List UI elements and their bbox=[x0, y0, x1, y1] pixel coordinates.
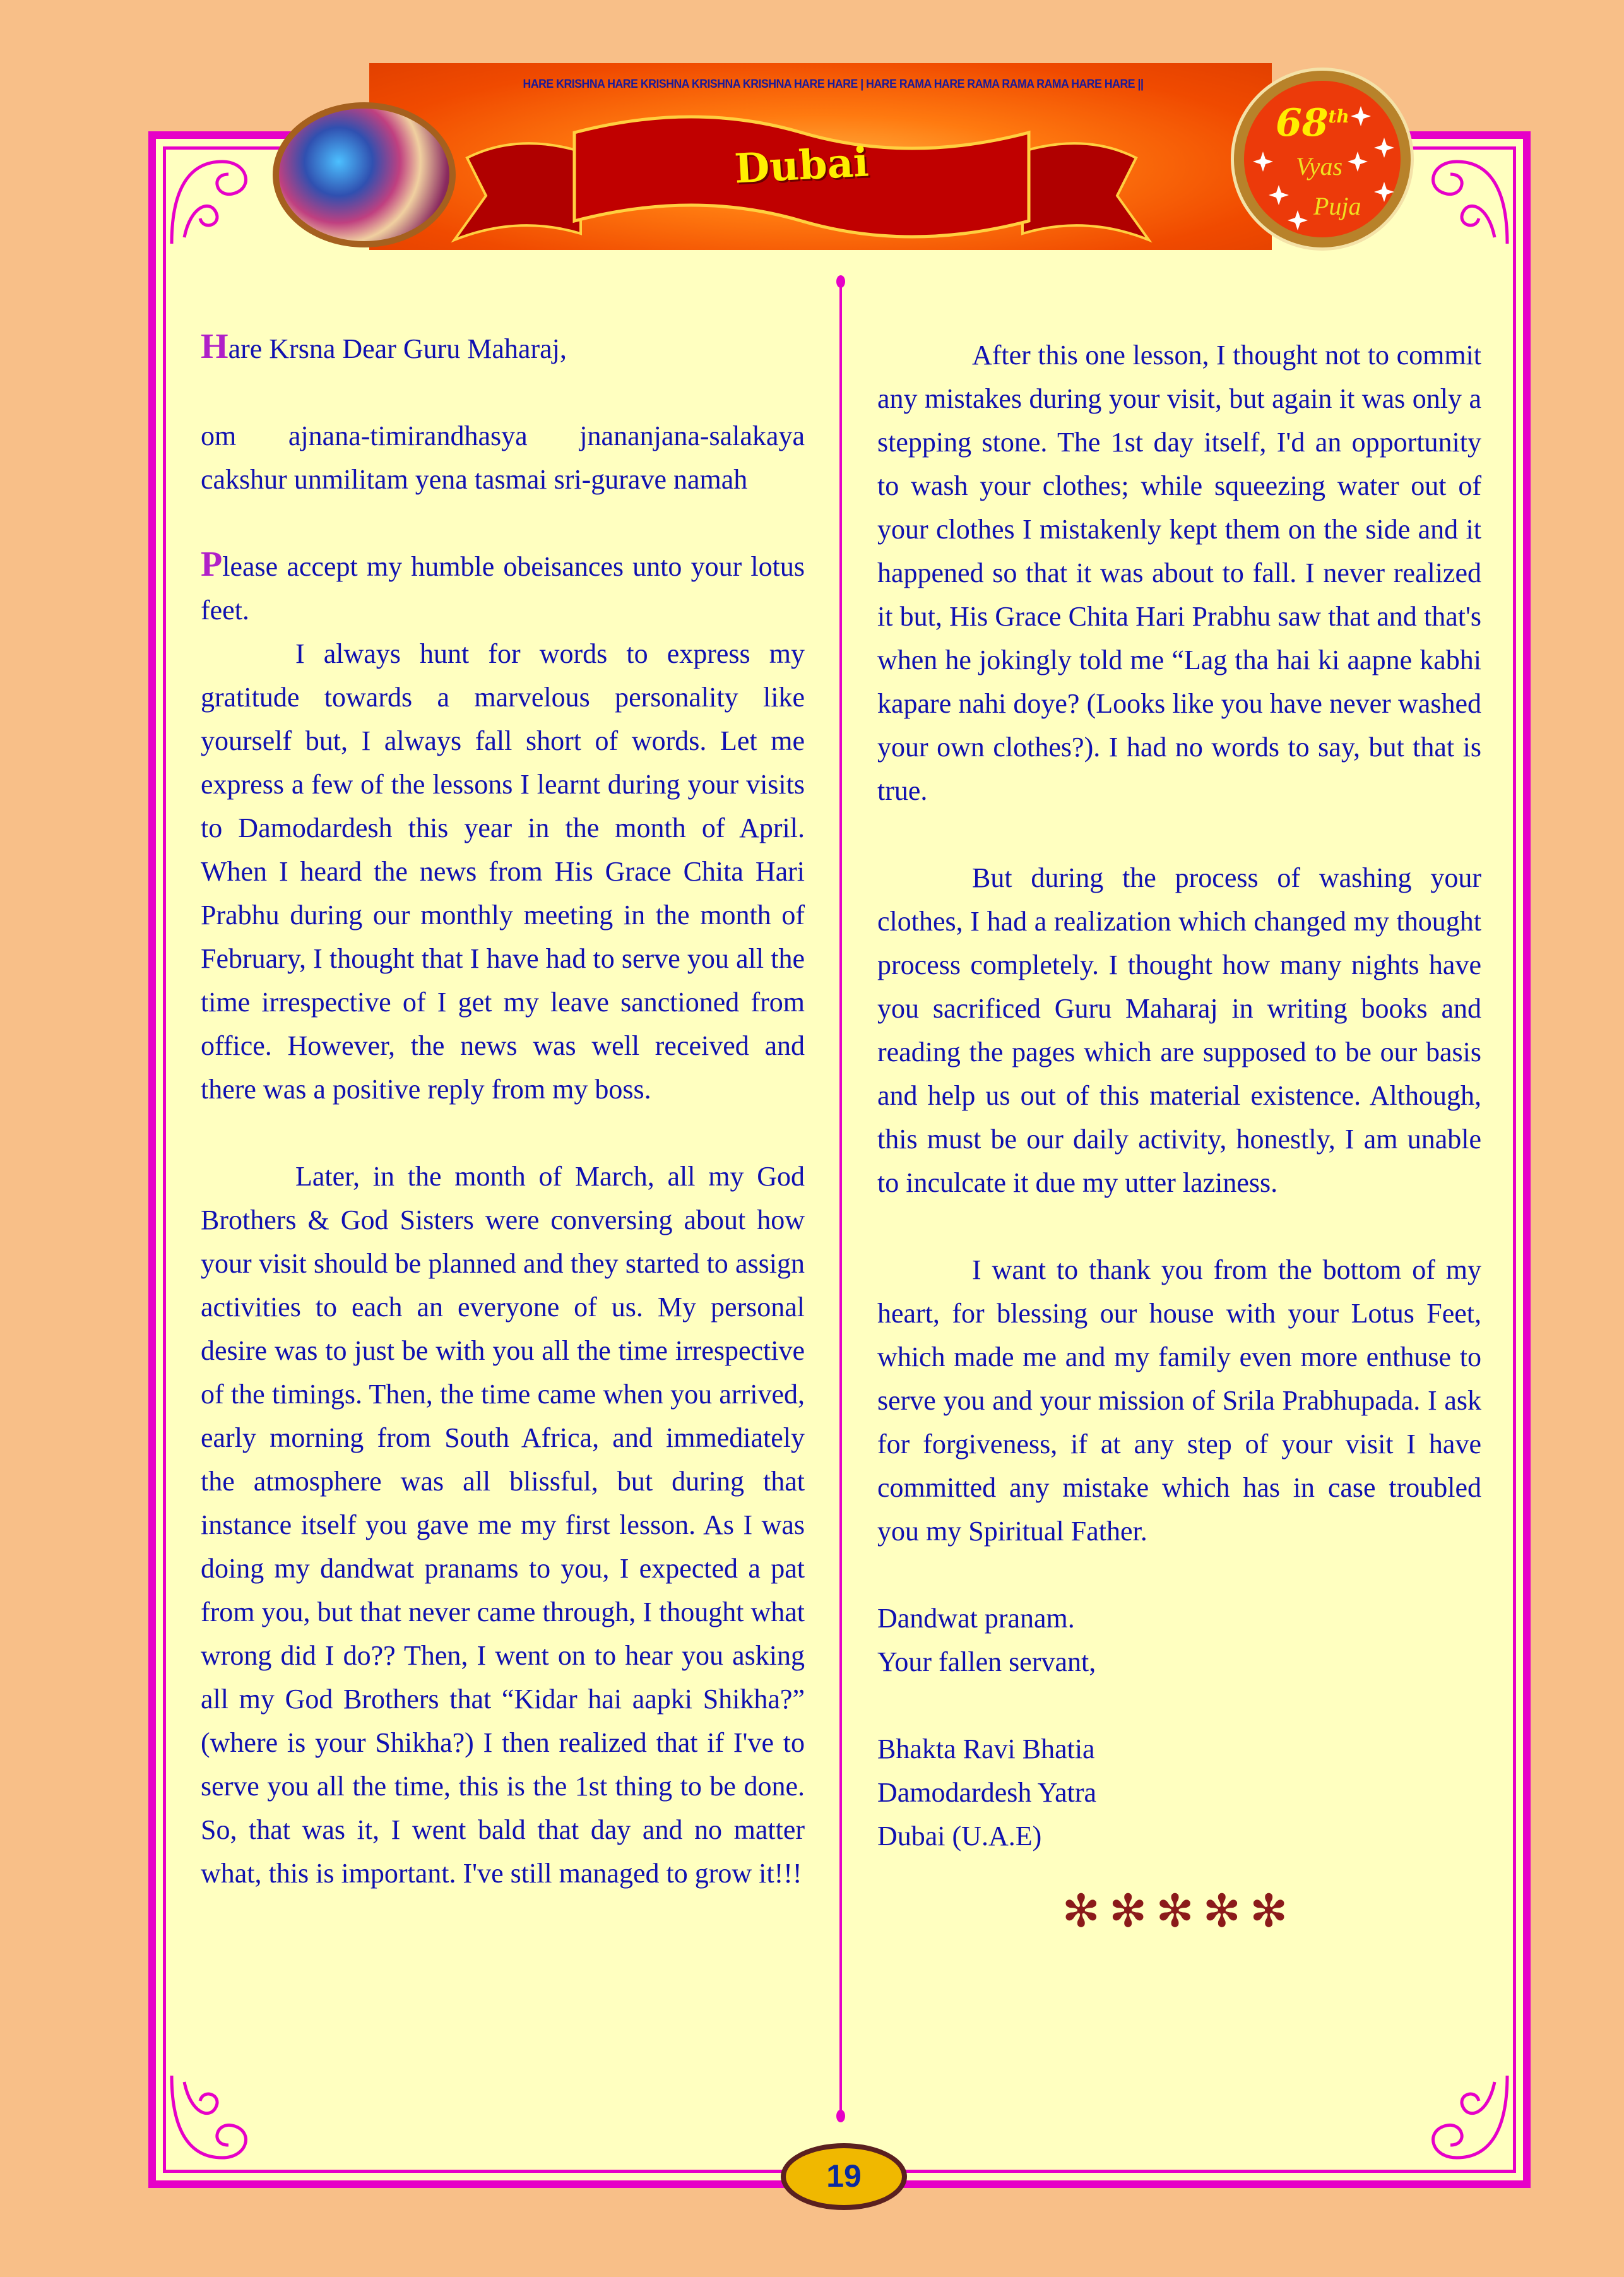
left-column bbox=[201, 327, 805, 1895]
paragraph-text: lease accept my humble obeisances unto your lotus feet. bbox=[201, 551, 805, 626]
paragraph bbox=[201, 545, 805, 632]
signature-name: Bhakta Ravi Bhatia bbox=[877, 1733, 1095, 1764]
badge-suffix: th bbox=[1328, 106, 1349, 127]
salutation bbox=[201, 327, 805, 371]
deity-photo bbox=[273, 102, 456, 247]
page-title: Dubai bbox=[733, 138, 870, 193]
corner-ornament-icon bbox=[1413, 149, 1514, 250]
salutation-text: are Krsna Dear Guru Maharaj, bbox=[228, 333, 567, 364]
header-mantra: HARE KRISHNA HARE KRISHNA KRISHNA KRISHNA HARE HARE | HARE RAMA HARE RAMA RAMA RAMA HARE HARE || bbox=[523, 78, 1144, 91]
drop-cap: H bbox=[201, 327, 228, 366]
paragraph: After this one lesson, I thought not to commit any mistakes during your visit, but again it was only a stepping stone. The 1st day itself, I'd an opportunity to wash your clothes; while squeezing water out of your clothes I mistakenly kept them on the side and it happened so that it was about to fall. I never realized it but, His Grace Chita Hari Prabhu saw that and that's when he jokingly told me “Lag tha hai ki aapne kabhi kapare nahi doye? (Looks like you have never washed your own clothes?). I had no words to say, but that is true. bbox=[877, 340, 1481, 806]
paragraph: But during the process of washing your clothes, I had a realization which changed my thought process completely. I thought how many nights have you sacrificed Guru Maharaj in writing books and reading the pages which are supposed to be our basis and help us out of this material existence. Although, this must be our daily activity, honestly, I am unable to inculcate it due my utter laziness. bbox=[877, 862, 1481, 1198]
right-column bbox=[877, 333, 1481, 1940]
paragraph: I want to thank you from the bottom of my heart, for blessing our house with your Lotus Feet, which made me and my family even more enthuse to serve you and your mission of Srila Prabhupada. I ask for forgiveness, if at any step of your visit I have committed any mistake which has in case troubled you my Spiritual Father. bbox=[877, 1254, 1481, 1547]
vyas-puja-badge bbox=[1234, 71, 1411, 247]
star-icon bbox=[1351, 106, 1371, 126]
closing-line: Dandwat pranam. bbox=[877, 1603, 1075, 1634]
mantra-verse: om ajnana-timirandhasya jnananjana-salakaya cakshur unmilitam yena tasmai sri-gurave namah bbox=[201, 420, 805, 495]
star-icon bbox=[1374, 182, 1394, 202]
corner-ornament-icon bbox=[1413, 2069, 1514, 2170]
page-number: 19 bbox=[781, 2143, 907, 2210]
closing-line: Your fallen servant, bbox=[877, 1646, 1096, 1677]
end-stars: ✻✻✻✻✻ bbox=[1062, 1886, 1297, 1937]
badge-number-value: 68 bbox=[1276, 101, 1329, 145]
star-icon bbox=[1253, 152, 1273, 172]
star-icon bbox=[1269, 185, 1289, 205]
corner-ornament-icon bbox=[165, 149, 266, 250]
column-divider bbox=[839, 280, 842, 2117]
signature-place: Dubai (U.A.E) bbox=[877, 1821, 1042, 1852]
star-icon bbox=[1288, 210, 1308, 230]
badge-number bbox=[1276, 95, 1349, 145]
corner-ornament-icon bbox=[165, 2069, 266, 2170]
paragraph: I always hunt for words to express my gratitude towards a marvelous personality like yourself but, I always fall short of words. Let me express a few of the lessons I learnt during your visits to Damodardesh this year in the month of April. When I heard the news from His Grace Chita Hari Prabhu during our monthly meeting in the month of February, I thought that I have had to serve you all the time irrespective of I get my leave sanctioned from office. However, the news was well received and there was a positive reply from my boss. bbox=[201, 638, 805, 1105]
drop-cap: P bbox=[201, 545, 223, 584]
badge-line1: Vyas bbox=[1296, 152, 1343, 181]
star-icon bbox=[1374, 138, 1394, 158]
signature-org: Damodardesh Yatra bbox=[877, 1777, 1097, 1808]
badge-line2: Puja bbox=[1313, 192, 1361, 220]
paragraph: Later, in the month of March, all my God Brothers & God Sisters were conversing about how your visit should be planned and they started to assign activities to each an everyone of us. My personal desire was to just be with you all the time irrespective of the timings. Then, the time came when you arrived, early morning from South Africa, and immediately the atmosphere was all blissful, but during that instance itself you gave me my first lesson. As I was doing my dandwat pranams to you, I expected a pat from you, but that never came through, I thought what wrong did I do?? Then, I went on to hear you asking all my God Brothers that “Kidar hai aapki Shikha?” (where is your Shikha?) I then realized that if I've to serve you all the time, this is the 1st thing to be done. So, that was it, I went bald that day and no matter what, this is important. I've still managed to grow it!!! bbox=[201, 1161, 805, 1889]
star-icon bbox=[1348, 152, 1368, 172]
